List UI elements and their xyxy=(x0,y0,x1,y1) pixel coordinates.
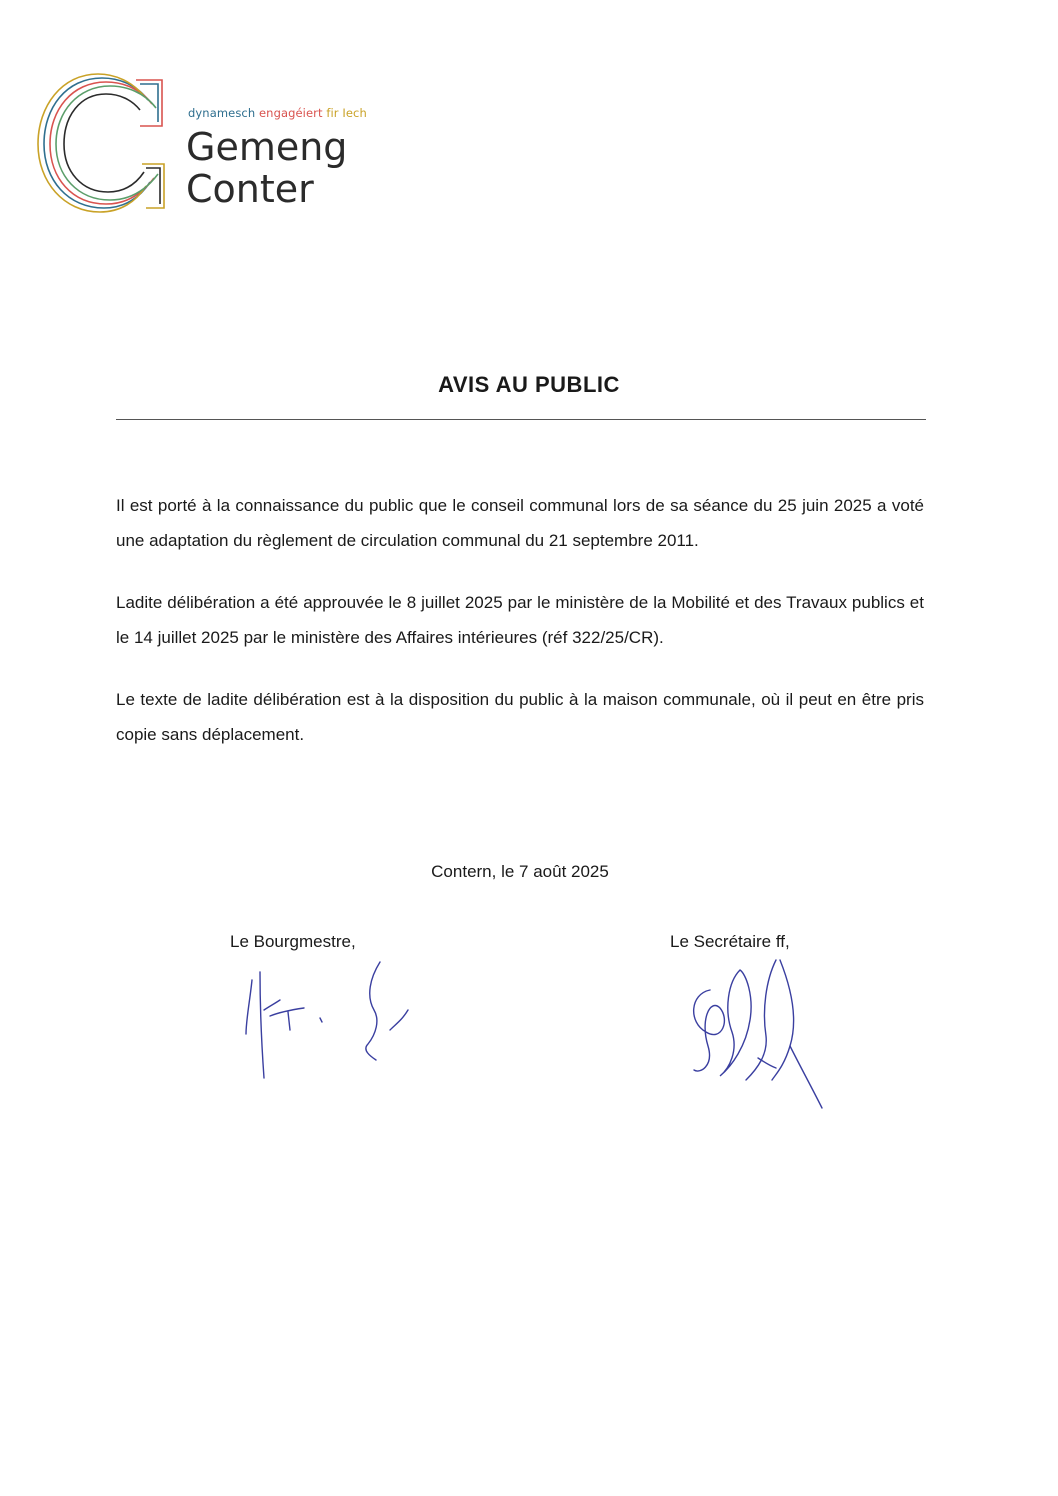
logo-name-line-2: Conter xyxy=(186,167,314,211)
title-divider xyxy=(116,419,926,420)
logo-tagline xyxy=(188,106,367,120)
logo-c-mark-icon xyxy=(36,70,176,216)
notice-paragraph-2: Ladite délibération a été approuvée le 8 juillet 2025 par le ministère de la Mobilité et des Travaux publics et le 14 juillet 2025 par le ministère des Affaires intérieures (réf 322/25/CR). xyxy=(116,593,924,647)
logo-name-line-1: Gemeng xyxy=(186,125,348,169)
signatory-mayor-label: Le Bourgmestre, xyxy=(230,932,356,951)
commune-logo xyxy=(36,70,376,220)
logo-tagline-dynamesch: dynamesch xyxy=(188,106,256,120)
signatory-secretary-label: Le Secrétaire ff, xyxy=(670,932,790,951)
secretary-signature xyxy=(680,950,840,1115)
mayor-signature xyxy=(230,950,430,1090)
notice-paragraph-3: Le texte de ladite délibération est à la disposition du public à la maison communale, où il peut en être pris copie sans déplacement. xyxy=(116,690,924,744)
logo-commune-name xyxy=(186,126,347,210)
place-and-date: Contern, le 7 août 2025 xyxy=(431,862,609,881)
logo-tagline-fir-iech: fir Iech xyxy=(326,106,367,120)
logo-tagline-engageiert: engagéiert xyxy=(259,106,323,120)
notice-body xyxy=(116,488,924,779)
notice-title: AVIS AU PUBLIC xyxy=(438,372,620,397)
notice-paragraph-1: Il est porté à la connaissance du public que le conseil communal lors de sa séance du 25 juin 2025 a voté une adaptation du règlement de circulation communal du 21 septembre 2011. xyxy=(116,496,924,550)
